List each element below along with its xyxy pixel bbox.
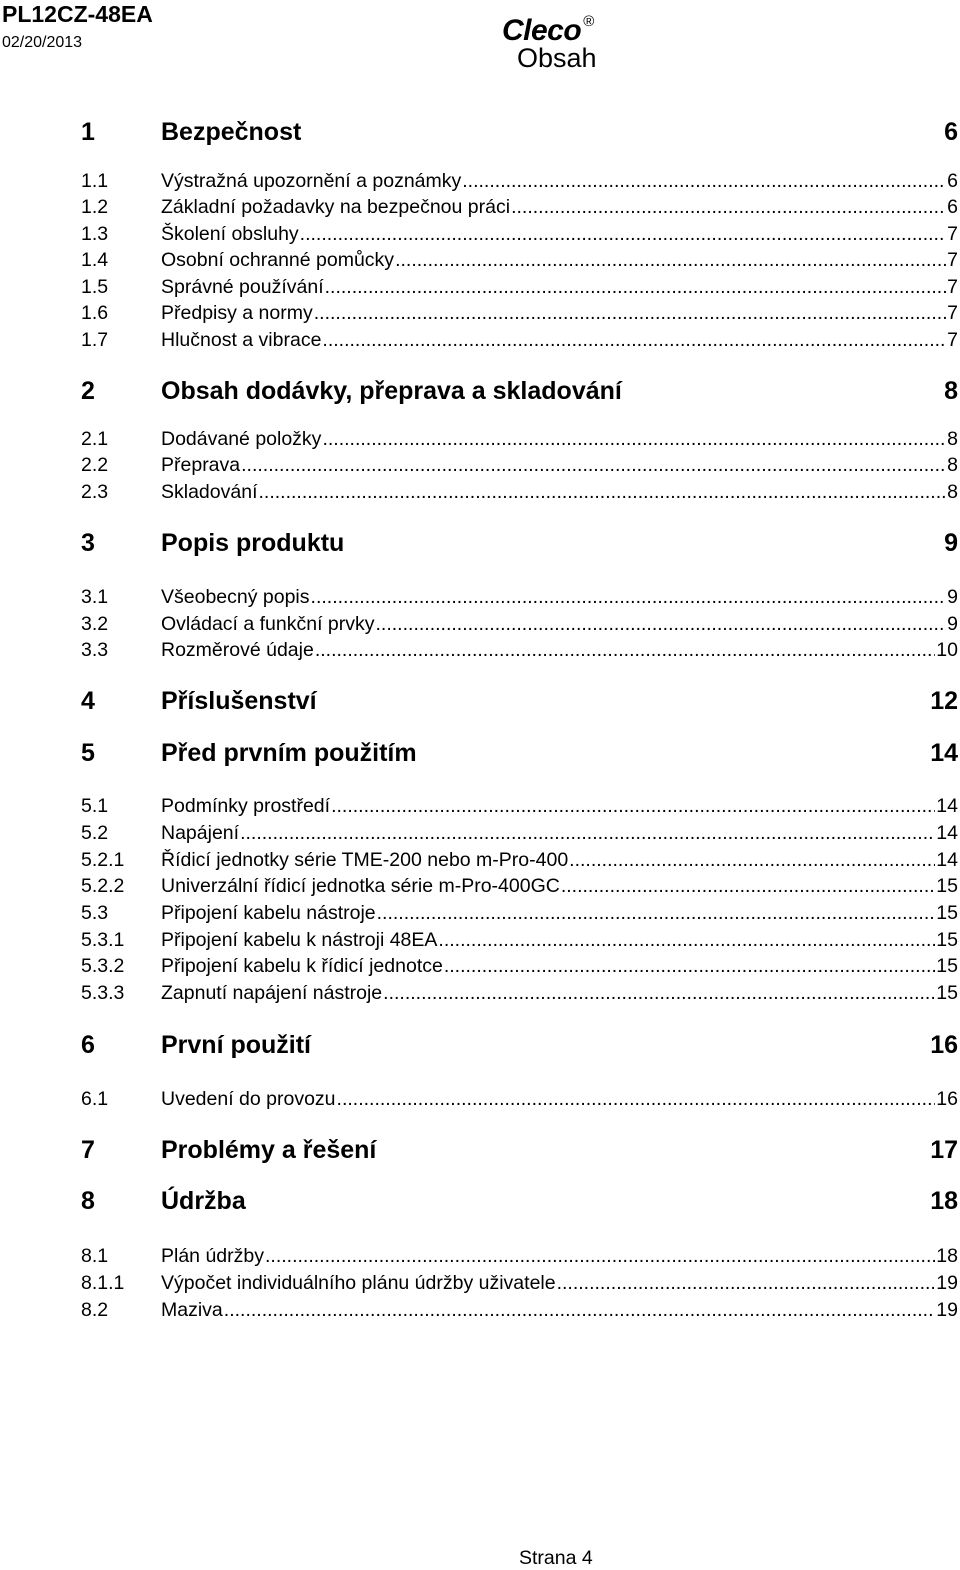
toc-entry-title: Plán údržby xyxy=(161,1245,264,1267)
toc-subsection-entry[interactable] xyxy=(81,168,958,194)
toc-entry-title: Správné používání xyxy=(161,276,324,298)
toc-entry-title: Přeprava xyxy=(161,454,241,476)
toc-chapter-entry[interactable] xyxy=(81,686,958,716)
toc-entry-page: 19 xyxy=(936,1272,958,1294)
toc-entry-page: 9 xyxy=(944,529,958,557)
toc-chapter-entry[interactable] xyxy=(81,1030,958,1060)
toc-entry-number: 7 xyxy=(81,1136,95,1164)
toc-entry-number: 1 xyxy=(81,118,95,146)
toc-entry-page: 6 xyxy=(947,170,958,192)
toc-dot-leader xyxy=(322,426,946,452)
toc-entry-number: 5.3.3 xyxy=(81,982,125,1004)
toc-entry-page: 16 xyxy=(930,1031,958,1059)
document-date: 02/20/2013 xyxy=(2,34,83,51)
toc-entry-page: 6 xyxy=(947,196,958,218)
toc-entry-page: 15 xyxy=(936,929,958,951)
toc-dot-leader xyxy=(314,300,946,326)
toc-entry-number: 1.6 xyxy=(81,302,109,324)
toc-entry-title: Podmínky prostředí xyxy=(161,795,331,817)
toc-entry-page: 15 xyxy=(936,955,958,977)
toc-entry-page: 7 xyxy=(947,249,958,271)
toc-entry-title: Zapnutí napájení nástroje xyxy=(161,982,383,1004)
toc-entry-title: Řídicí jednotky série TME-200 nebo m-Pro-400 xyxy=(161,849,569,871)
toc-entry-number: 2.1 xyxy=(81,428,109,450)
toc-subsection-entry[interactable] xyxy=(81,479,958,505)
toc-chapter-entry[interactable] xyxy=(81,528,958,558)
toc-subsection-entry[interactable] xyxy=(81,300,958,326)
toc-entry-number: 2.3 xyxy=(81,481,109,503)
toc-entry-number: 3.3 xyxy=(81,639,109,661)
toc-entry-number: 5.2.2 xyxy=(81,875,125,897)
toc-chapter-entry[interactable] xyxy=(81,117,958,147)
toc-entry-page: 7 xyxy=(947,223,958,245)
toc-dot-leader xyxy=(377,900,936,926)
toc-dot-leader xyxy=(331,793,935,819)
toc-entry-number: 8 xyxy=(81,1187,95,1215)
toc-dot-leader xyxy=(561,873,935,899)
toc-entry-title: Připojení kabelu k nástroji 48EA xyxy=(161,929,438,951)
toc-entry-page: 9 xyxy=(947,586,958,608)
toc-entry-title: Uvedení do provozu xyxy=(161,1088,336,1110)
toc-entry-title: Bezpečnost xyxy=(161,118,302,146)
toc-entry-page: 16 xyxy=(936,1088,958,1110)
toc-subsection-entry[interactable] xyxy=(81,452,958,478)
toc-entry-page: 8 xyxy=(947,481,958,503)
toc-entry-title: Údržba xyxy=(161,1187,246,1215)
toc-chapter-entry[interactable] xyxy=(81,1135,958,1165)
toc-entry-page: 19 xyxy=(936,1299,958,1321)
toc-subsection-entry[interactable] xyxy=(81,426,958,452)
toc-dot-leader xyxy=(311,584,947,610)
toc-entry-number: 2 xyxy=(81,377,95,405)
toc-dot-leader xyxy=(557,1270,936,1296)
toc-subsection-entry[interactable] xyxy=(81,980,958,1006)
toc-subsection-entry[interactable] xyxy=(81,900,958,926)
toc-dot-leader xyxy=(315,637,935,663)
toc-subsection-entry[interactable] xyxy=(81,793,958,819)
toc-dot-leader xyxy=(241,452,946,478)
toc-entry-page: 14 xyxy=(936,822,958,844)
toc-entry-page: 14 xyxy=(930,739,958,767)
toc-entry-title: Univerzální řídicí jednotka série m-Pro-400GC xyxy=(161,875,560,897)
toc-entry-number: 5.2 xyxy=(81,822,109,844)
toc-entry-number: 1.7 xyxy=(81,329,109,351)
toc-entry-page: 8 xyxy=(944,377,958,405)
toc-entry-title: Výstražná upozornění a poznámky xyxy=(161,170,462,192)
document-code: PL12CZ-48EA xyxy=(2,1,153,27)
toc-entry-number: 5.3 xyxy=(81,902,109,924)
toc-dot-leader xyxy=(258,479,946,505)
toc-entry-page: 14 xyxy=(936,795,958,817)
registered-mark: ® xyxy=(583,13,594,30)
toc-entry-number: 6.1 xyxy=(81,1088,109,1110)
toc-entry-page: 17 xyxy=(930,1136,958,1164)
toc-entry-page: 7 xyxy=(947,302,958,324)
toc-entry-title: Předpisy a normy xyxy=(161,302,313,324)
toc-entry-page: 15 xyxy=(936,902,958,924)
toc-entry-page: 15 xyxy=(936,875,958,897)
toc-entry-number: 3.2 xyxy=(81,613,109,635)
toc-entry-number: 1.1 xyxy=(81,170,109,192)
toc-entry-number: 5 xyxy=(81,739,95,767)
toc-dot-leader xyxy=(240,820,935,846)
toc-chapter-entry[interactable] xyxy=(81,1186,958,1216)
brand-name: Cleco xyxy=(502,14,582,47)
toc-entry-page: 7 xyxy=(947,329,958,351)
toc-entry-title: Výpočet individuálního plánu údržby uživatele xyxy=(161,1272,556,1294)
toc-subsection-entry[interactable] xyxy=(81,847,958,873)
toc-entry-number: 3 xyxy=(81,529,95,557)
toc-entry-title: Dodávané položky xyxy=(161,428,322,450)
toc-entry-number: 4 xyxy=(81,687,95,715)
toc-entry-title: Skladování xyxy=(161,481,258,503)
toc-entry-number: 2.2 xyxy=(81,454,109,476)
toc-entry-title: První použití xyxy=(161,1031,311,1059)
toc-subsection-entry[interactable] xyxy=(81,1297,958,1323)
toc-dot-leader xyxy=(462,168,946,194)
toc-chapter-entry[interactable] xyxy=(81,738,958,768)
toc-chapter-entry[interactable] xyxy=(81,376,958,406)
toc-entry-title: Obsah dodávky, přeprava a skladování xyxy=(161,377,622,405)
toc-dot-leader xyxy=(224,1297,936,1323)
toc-subsection-entry[interactable] xyxy=(81,327,958,353)
toc-dot-leader xyxy=(395,247,946,273)
toc-entry-title: Ovládací a funkční prvky xyxy=(161,613,375,635)
toc-subsection-entry[interactable] xyxy=(81,611,958,637)
toc-subsection-entry[interactable] xyxy=(81,927,958,953)
toc-subsection-entry[interactable] xyxy=(81,194,958,220)
toc-subsection-entry[interactable] xyxy=(81,247,958,273)
toc-entry-title: Maziva xyxy=(161,1299,223,1321)
toc-entry-page: 18 xyxy=(930,1187,958,1215)
toc-entry-page: 10 xyxy=(936,639,958,661)
toc-subsection-entry[interactable] xyxy=(81,1243,958,1269)
toc-entry-title: Všeobecný popis xyxy=(161,586,310,608)
section-title: Obsah xyxy=(517,43,597,73)
toc-entry-title: Před prvním použitím xyxy=(161,739,417,767)
toc-entry-page: 12 xyxy=(930,687,958,715)
toc-entry-number: 1.2 xyxy=(81,196,109,218)
toc-entry-number: 5.2.1 xyxy=(81,849,125,871)
toc-subsection-entry[interactable] xyxy=(81,1086,958,1112)
toc-entry-page: 8 xyxy=(947,454,958,476)
toc-entry-title: Problémy a řešení xyxy=(161,1136,377,1164)
toc-dot-leader xyxy=(300,221,946,247)
toc-entry-number: 1.5 xyxy=(81,276,109,298)
toc-entry-number: 1.3 xyxy=(81,223,109,245)
toc-entry-number: 8.1.1 xyxy=(81,1272,125,1294)
toc-entry-title: Osobní ochranné pomůcky xyxy=(161,249,395,271)
toc-entry-number: 5.1 xyxy=(81,795,109,817)
toc-dot-leader xyxy=(511,194,946,220)
toc-dot-leader xyxy=(383,980,935,1006)
toc-entry-title: Napájení xyxy=(161,822,240,844)
toc-subsection-entry[interactable] xyxy=(81,873,958,899)
toc-entry-number: 5.3.1 xyxy=(81,929,125,951)
toc-entry-number: 3.1 xyxy=(81,586,109,608)
toc-subsection-entry[interactable] xyxy=(81,221,958,247)
toc-entry-title: Popis produktu xyxy=(161,529,345,557)
page-number: Strana 4 xyxy=(519,1547,593,1569)
toc-entry-number: 6 xyxy=(81,1031,95,1059)
toc-entry-page: 8 xyxy=(947,428,958,450)
toc-dot-leader xyxy=(265,1243,935,1269)
toc-subsection-entry[interactable] xyxy=(81,637,958,663)
toc-entry-title: Rozměrové údaje xyxy=(161,639,314,661)
toc-subsection-entry[interactable] xyxy=(81,953,958,979)
toc-entry-page: 15 xyxy=(936,982,958,1004)
toc-dot-leader xyxy=(376,611,947,637)
toc-dot-leader xyxy=(569,847,935,873)
toc-entry-title: Připojení kabelu k řídicí jednotce xyxy=(161,955,443,977)
toc-subsection-entry[interactable] xyxy=(81,820,958,846)
toc-entry-number: 8.2 xyxy=(81,1299,109,1321)
toc-subsection-entry[interactable] xyxy=(81,274,958,300)
toc-entry-number: 8.1 xyxy=(81,1245,109,1267)
toc-entry-title: Hlučnost a vibrace xyxy=(161,329,322,351)
toc-entry-page: 9 xyxy=(947,613,958,635)
toc-dot-leader xyxy=(322,327,946,353)
toc-dot-leader xyxy=(444,953,935,979)
toc-dot-leader xyxy=(438,927,935,953)
toc-entry-title: Připojení kabelu nástroje xyxy=(161,902,376,924)
toc-entry-page: 6 xyxy=(944,118,958,146)
toc-entry-title: Základní požadavky na bezpečnou práci xyxy=(161,196,511,218)
toc-entry-title: Školení obsluhy xyxy=(161,223,299,245)
toc-entry-title: Příslušenství xyxy=(161,687,317,715)
toc-subsection-entry[interactable] xyxy=(81,1270,958,1296)
toc-dot-leader xyxy=(337,1086,936,1112)
toc-entry-page: 7 xyxy=(947,276,958,298)
toc-entry-page: 18 xyxy=(936,1245,958,1267)
toc-entry-number: 5.3.2 xyxy=(81,955,125,977)
toc-entry-page: 14 xyxy=(936,849,958,871)
toc-entry-number: 1.4 xyxy=(81,249,109,271)
toc-subsection-entry[interactable] xyxy=(81,584,958,610)
toc-dot-leader xyxy=(325,274,947,300)
